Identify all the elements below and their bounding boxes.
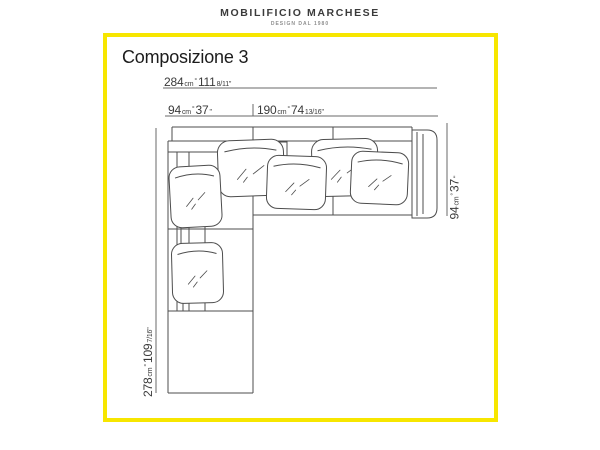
dim-fraction-in: " [209,109,212,116]
dim-value-cm: 94 [168,103,181,117]
composition-frame [103,33,498,422]
dim-total-width-label [164,73,231,91]
dim-section-left-label [168,101,212,119]
dim-value-in: 111 [197,75,216,89]
dim-value-in: 37 [447,179,462,192]
dim-separator: ° [450,193,458,196]
dim-value-in: 109 [141,343,155,364]
dim-unit-cm: cm [184,81,194,88]
dim-section-right-label [257,101,324,119]
dim-fraction-in: 8/11" [216,81,232,88]
dim-separator: ° [287,106,290,113]
dim-unit-cm: cm [147,367,154,377]
brand-header [0,7,600,27]
dim-depth-right-label [446,124,462,220]
dim-value-cm: 94 [447,206,462,220]
brand-tagline: DESIGN DAL 1980 [270,21,330,27]
dim-value-in: 37 [195,103,209,117]
dim-fraction-in: 7/16" [147,327,154,343]
dim-fraction-in: " [453,175,461,179]
brand-name: MOBILIFICIO MARCHESE [220,7,380,19]
dim-separator: ° [191,106,195,113]
dim-unit-cm: cm [453,196,461,206]
dim-value-in: 74 [290,103,304,117]
dim-separator: ° [194,78,197,85]
dim-unit-cm: cm [181,109,191,116]
composition-title: Composizione 3 [122,47,249,67]
dim-value-cm: 190 [257,103,277,117]
dim-separator: ° [144,364,151,367]
dim-unit-cm: cm [277,109,287,116]
dim-fraction-in: 13/16" [304,109,324,116]
dim-value-cm: 278 [141,377,155,397]
dim-value-cm: 284 [164,75,184,89]
dim-total-depth-label [139,291,153,397]
